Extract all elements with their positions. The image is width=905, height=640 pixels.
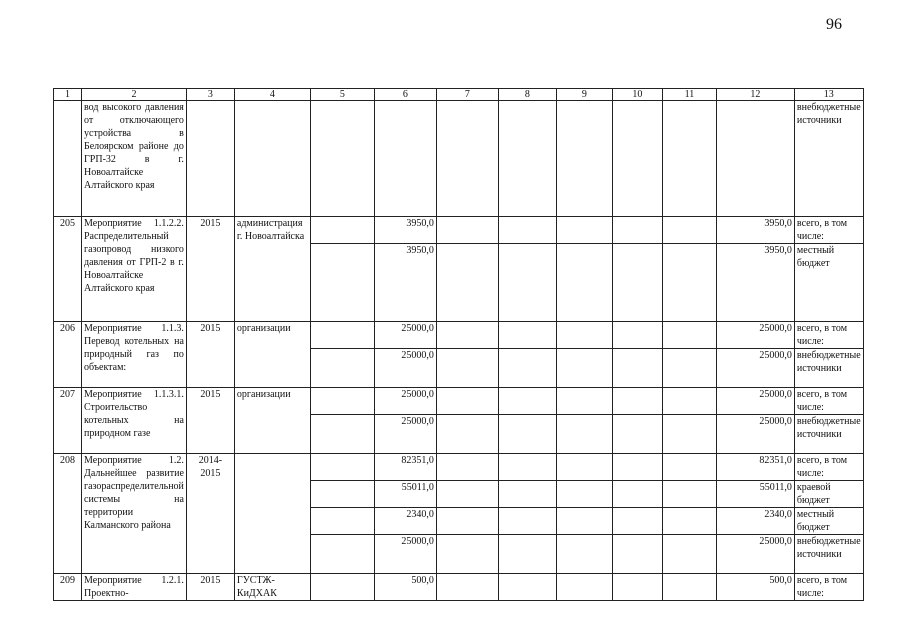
value-cell: 25000,0 xyxy=(374,322,436,349)
measure-name-cell: Мероприятие 1.2.1. Проектно- xyxy=(82,574,187,601)
row-number-cell: 206 xyxy=(54,322,82,388)
source-cell: всего, в том числе: xyxy=(794,388,863,415)
year-cell: 2014-2015 xyxy=(186,454,234,574)
value-cell: 3950,0 xyxy=(374,217,436,244)
value-cell: 2340,0 xyxy=(374,508,436,535)
measure-name-cell: вод высокого давления от отключающего устройства в Белоярском районе до ГРП-32 в г. Новоалтайске Алтайского края xyxy=(82,101,187,217)
year-cell: 2015 xyxy=(186,322,234,388)
source-cell: всего, в том числе: xyxy=(794,217,863,244)
source-cell: краевой бюджет xyxy=(794,481,863,508)
header-cell: 4 xyxy=(234,89,310,101)
year-cell: 2015 xyxy=(186,217,234,322)
header-cell: 6 xyxy=(374,89,436,101)
page-number: 96 xyxy=(826,16,842,33)
row-number-cell: 207 xyxy=(54,388,82,454)
value-cell: 82351,0 xyxy=(716,454,794,481)
executor-cell xyxy=(234,101,310,217)
header-cell: 5 xyxy=(310,89,374,101)
header-cell: 9 xyxy=(556,89,612,101)
value-cell: 25000,0 xyxy=(374,388,436,415)
table-row xyxy=(54,217,864,244)
table-row xyxy=(54,574,864,601)
value-cell: 25000,0 xyxy=(716,322,794,349)
header-cell: 7 xyxy=(436,89,498,101)
source-cell: местный бюджет xyxy=(794,508,863,535)
source-cell: местный бюджет xyxy=(794,244,863,322)
header-cell: 10 xyxy=(612,89,662,101)
header-row xyxy=(54,89,864,101)
value-cell: 25000,0 xyxy=(716,415,794,454)
value-cell: 25000,0 xyxy=(716,349,794,388)
table-row xyxy=(54,454,864,481)
value-cell: 2340,0 xyxy=(716,508,794,535)
measure-name-cell: Мероприятие 1.1.2.2. Распределительный газопровод низкого давления от ГРП-2 в г. Новоалтайске Алтайского края xyxy=(82,217,187,322)
value-cell: 25000,0 xyxy=(716,535,794,574)
header-cell: 13 xyxy=(794,89,863,101)
value-cell: 55011,0 xyxy=(374,481,436,508)
measure-name-cell: Мероприятие 1.2. Дальнейшее развитие газораспределительной системы на территории Калманского района xyxy=(82,454,187,574)
source-cell: внебюджетные источники xyxy=(794,415,863,454)
year-cell: 2015 xyxy=(186,574,234,601)
value-cell: 25000,0 xyxy=(374,349,436,388)
executor-cell: организации xyxy=(234,388,310,454)
value-cell: 3950,0 xyxy=(716,244,794,322)
header-cell: 12 xyxy=(716,89,794,101)
table-row xyxy=(54,322,864,349)
measure-name-cell: Мероприятие 1.1.3. Перевод котельных на природный газ по объектам: xyxy=(82,322,187,388)
header-cell: 2 xyxy=(82,89,187,101)
value-cell: 3950,0 xyxy=(716,217,794,244)
source-cell: всего, в том числе: xyxy=(794,574,863,601)
value-cell: 25000,0 xyxy=(716,388,794,415)
budget-table xyxy=(53,88,864,601)
table-row xyxy=(54,101,864,217)
source-cell: всего, в том числе: xyxy=(794,454,863,481)
header-cell: 1 xyxy=(54,89,82,101)
row-number-cell xyxy=(54,101,82,217)
executor-cell xyxy=(234,454,310,574)
year-cell: 2015 xyxy=(186,388,234,454)
value-cell: 25000,0 xyxy=(374,535,436,574)
value-cell: 25000,0 xyxy=(374,415,436,454)
executor-cell: ГУСТЖ-КиДХАК xyxy=(234,574,310,601)
source-cell: внебюджетные источники xyxy=(794,535,863,574)
value-cell: 55011,0 xyxy=(716,481,794,508)
header-cell: 8 xyxy=(498,89,556,101)
row-number-cell: 209 xyxy=(54,574,82,601)
value-cell: 82351,0 xyxy=(374,454,436,481)
table-row xyxy=(54,388,864,415)
measure-name-cell: Мероприятие 1.1.3.1. Строительство котельных на природном газе xyxy=(82,388,187,454)
source-cell: внебюджетные источники xyxy=(794,349,863,388)
header-cell: 3 xyxy=(186,89,234,101)
executor-cell: организации xyxy=(234,322,310,388)
row-number-cell: 205 xyxy=(54,217,82,322)
row-number-cell: 208 xyxy=(54,454,82,574)
value-cell: 3950,0 xyxy=(374,244,436,322)
value-cell: 500,0 xyxy=(716,574,794,601)
year-cell xyxy=(186,101,234,217)
source-cell: внебюджетные источники xyxy=(794,101,863,217)
executor-cell: администрация г. Новоалтайска xyxy=(234,217,310,322)
source-cell: всего, в том числе: xyxy=(794,322,863,349)
header-cell: 11 xyxy=(662,89,716,101)
value-cell: 500,0 xyxy=(374,574,436,601)
